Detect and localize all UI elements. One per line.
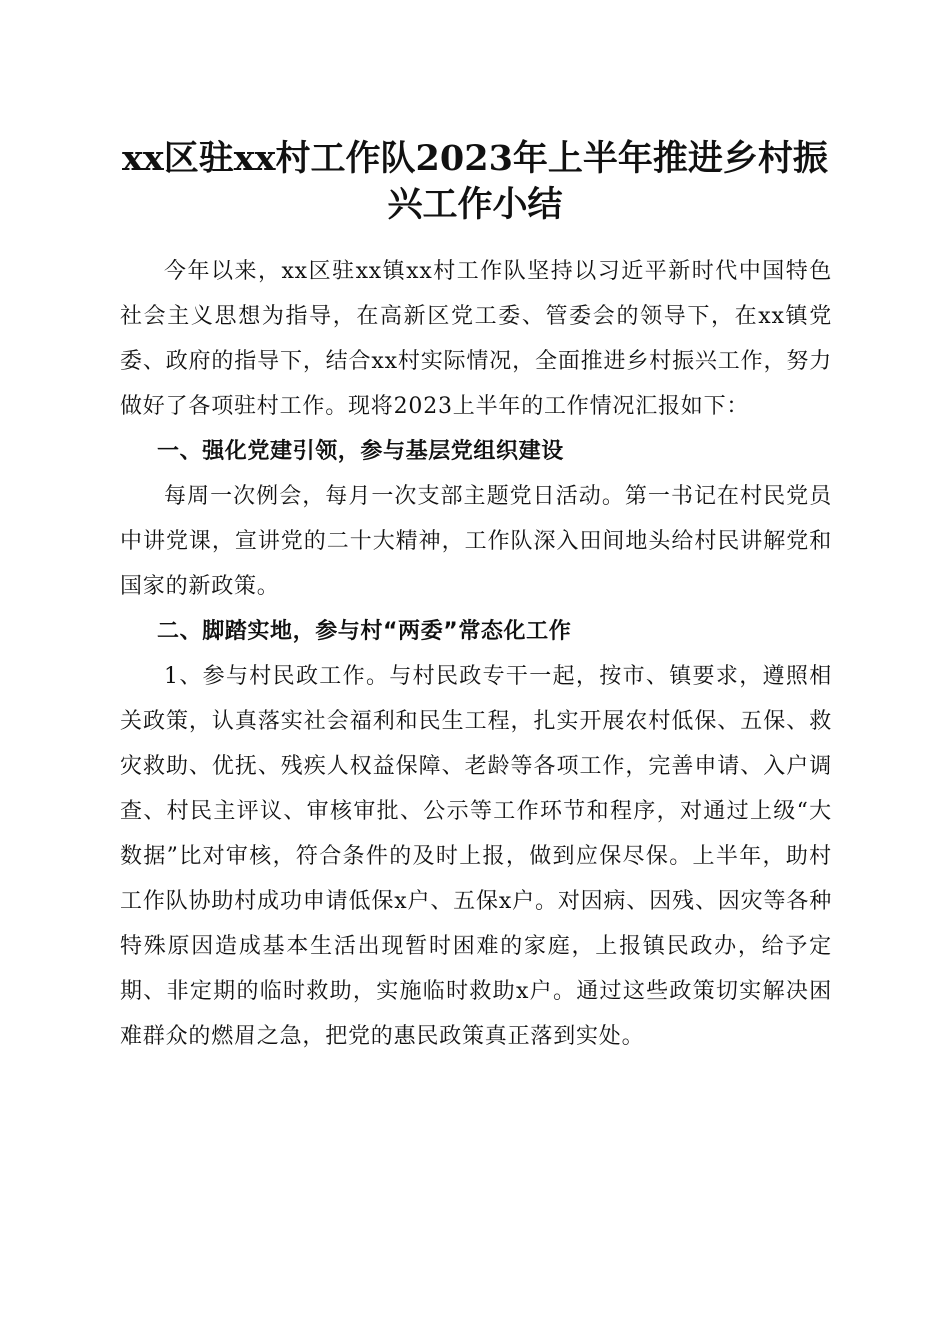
section-1-paragraph: 每周一次例会，每月一次支部主题党日活动。第一书记在村民党员中讲党课，宣讲党的二十大精神，工作队深入田间地头给村民讲解党和国家的新政策。	[120, 484, 832, 599]
title-line-2: 兴工作小结	[387, 184, 563, 225]
section-heading-2: 二、脚踏实地，参与村“两委”常态化工作	[157, 619, 572, 644]
intro-paragraph: 今年以来，xx区驻xx镇xx村工作队坚持以习近平新时代中国特色社会主义思想为指导，在高新区党工委、管委会的领导下，在xx镇党委、政府的指导下，结合xx村实际情况，全面推进乡村振兴工作，努力做好了各项驻村工作。现将2023上半年的工作情况汇报如下：	[120, 259, 832, 419]
title-line-1: xx区驻xx村工作队2023年上半年推进乡村振	[122, 138, 828, 179]
section-heading-1: 一、强化党建引领，参与基层党组织建设	[157, 439, 564, 464]
document-body	[120, 249, 832, 1059]
section-2-paragraph: 1、参与村民政工作。与村民政专干一起，按市、镇要求，遵照相关政策，认真落实社会福利和民生工程，扎实开展农村低保、五保、救灾救助、优抚、残疾人权益保障、老龄等各项工作，完善申请、入户调查、村民主评议、审核审批、公示等工作环节和程序，对通过上级“大数据”比对审核，符合条件的及时上报，做到应保尽保。上半年，助村工作队协助村成功申请低保x户、五保x户。对因病、因残、因灾等各种特殊原因造成基本生活出现暂时困难的家庭，上报镇民政办，给予定期、非定期的临时救助，实施临时救助x户。通过这些政策切实解决困难群众的燃眉之急，把党的惠民政策真正落到实处。	[120, 664, 832, 1049]
document-title	[110, 136, 840, 228]
